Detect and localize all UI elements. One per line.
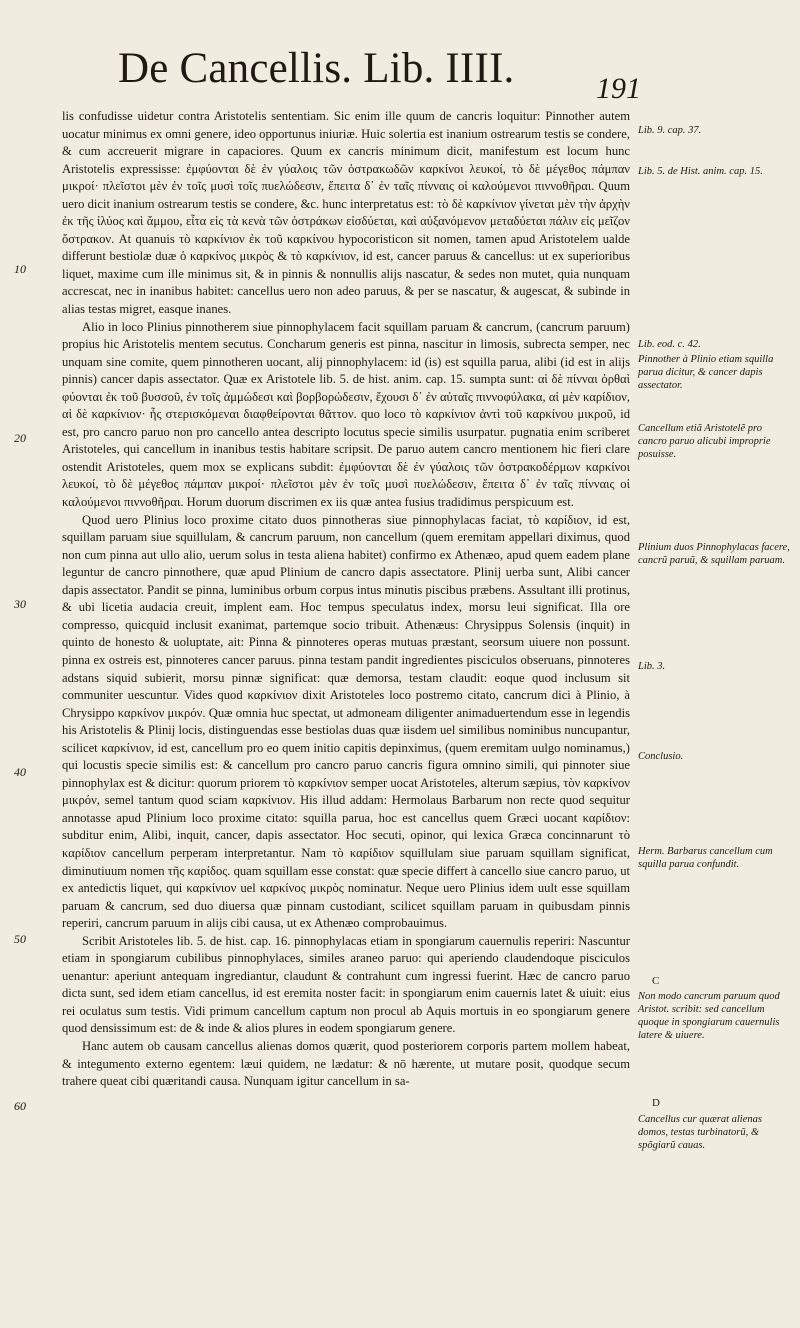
margin-note: Lib. 3. [638,661,666,672]
line-number: 20 [14,431,26,445]
margin-note: Conclusio. [638,751,684,762]
margin-note: Cancellum etiã Aristotelẽ pro cancro paruo alicubi improprie posuisse. [638,423,771,460]
paragraph: Quod uero Plinius loco proxime citato duos pinnotheras siue pinnophylacas faciat, τὸ καρίδιον, id est, squillam paruam siue squillulam, & cancrum paruum, non cancellum (quem eremitam appellari diximus, quod non cum pinna aut ullo alio, uerum solus in testa aliena habitet) confirmo ex Athenæo, apud quem eadem plane leguntur de cancro pinnothere, quæ apud Plinium de cancro dapis assectatore. Plinij uerba sunt, Alibi cancer dapis assectator. Pandit se pinna, luminibus orbum corpus intus minutis piscibus præbens. Assultant illi protinus, & ubi licetia audacia creuit, implent eam. Hoc tempus speculatus index, morsu leui significat. Illa ore compresso, quicquid inclusit exanimat, partemque socio tribuit. Athenæus: Chrysippus Solensis (inquit) in quinto de honesto & uoluptate, ait: Pinna & pinnoteres operas mutuas præstant, seorsum uiuere non possunt. pinna ex ostreis est, pinnoteres cancer paruus. pinna testam pandit ingredientes pisciculos obseruans, pinnoteres adstans siquid subierit, morsu pinnæ significat: quæ demorsa, testam claudit: eoque quod inclusum sit communiter uescuntur. Vides quod καρκίνιον dixit Aristoteles loco postremo citato, cancrum dici à Plinio, à Chrysippo καρκίνον μικρόν. Quæ omnia huc spectat, ut admoneam diligenter animaduertendum esse in legendis his Aristotelis & Plinij locis, distinguendas esse bestiolas duas quæ iisdem uel similibus nominibus nuncupantur, scilicet καρκίνιον, id est, cancellum pro eo quem initio capitis depinximus, (quem eremitam uulgo nominamus,) qui locustis specie similis est: & cancellum pro cancro paruo cancris figura omnino simili, qui pinnoter siue pinnophylax est & dicitur: quorum priorem τὸ καρκίνιον semper uocat Aristoteles, alterum sæpius, τὸν καρκίνον μικρόν, semel tantum quod sciam καρκίνιον. His illud addam: Hermolaus Barbarum non recte quod sequitur annotasse apud Plinium loco proxime citato: squilla parua, hoc est cancellus quem Græci uocant καρίδιον: subditur enim, Alibi, inquit, cancer, dapis assectator. Hoc secuti, opinor, qui lexica Græca concinnarunt τὸ καρίδιον cancellum perperam interpretantur. Nam τὸ καρίδιον squillulam siue paruam squillam significat, diminutiuum nomen τῆς καρίδος. quam squillam esse constat: quæ specie differt à cancello siue cancro paruo, ut ex antedictis liquet, qui καρκίνιον uel καρκίνος μικρὸς nominatur. Neque uero Plinius idem uult esse squillam paruam & cancrum, sed duo diuersa quæ pinnam custodiant, scilicet squillam paruam in quibusdam pinnis reperiri, cancrum paruum in alijs cibi causa, ut ex Athenæo comprobauimus. [62,512,630,931]
margin-note: Pinnother à Plinio etiam squilla parua dicitur, & cancer dapis assectator. [638,354,774,391]
margin-note: Lib. eod. c. 42. [638,339,701,350]
margin-notes [638,0,798,1328]
margin-note: Plinium duos Pinnophylacas facere, cancrũ paruũ, & squillam paruam. [638,542,790,566]
line-number: 40 [14,765,26,779]
line-number: 10 [14,262,26,276]
paragraph: Hanc autem ob causam cancellus alienas domos quærit, quod posteriorem corporis partem mollem habeat, & integumento externo egentem: læui quidem, ne lædatur: & nō hærente, ut mutare posit, quodque secum trahere queat cibi quæritandi causa. Nunquam igitur cancellum in sa- [62,1038,630,1089]
section-letter: D [652,1097,660,1109]
line-number: 60 [14,1099,26,1113]
main-text-block [62,108,630,1091]
running-title: De Cancellis. Lib. IIII. [118,45,515,92]
paragraph: Alio in loco Plinius pinnotherem siue pinnophylacem facit squillam paruam & cancrum, (cancrum paruum) propius hic Aristotelis mentem secutus. Concharum generis est pinna, nascitur in limosis, subrecta semper, nec unquam sine comite, quem pinnotheren uocant, alij pinnophylacem: id (is) est squilla parua, alibi (id est in alijs pinnis) cancer dapis assectator. Quæ ex Aristotele lib. 5. de hist. anim. cap. 15. sumpta sunt: αἱ δὲ πίνναι ὀρθαὶ φύονται ἐκ τοῦ βυσσοῦ, ἐν τοῖς ἀμμώδεσι καὶ βορβορώδεσιν, ἔχουσι δ᾽ ἐν αὐταῖς πιννοφύλακα, αἱ μὲν καρίδιον, αἱ δὲ καρκίνιον· ἧς στερισκόμεναι διαφθείρονται θᾶττον. quo loco τὸ καρκίνιον ἀντὶ τοῦ καρκίνου μικροῦ, id est, pro cancro paruo non pro cancello antea descripto locutus specie similis usurpatur. pugnatia enim scriberet Aristoteles, qui cancellum in inanibus testis habitare scripsit. De paruo autem cancro mentionem hic fieri clare ostendit Aristoteles, quem mox se explicans subdit: ἐμφύονται δὲ ἐν γύαλοις τῶν ὀστρακοδέρμων καρκίνοι λευκοί, τὸ δὲ μέγεθος πάμπαν μικροί· πλεῖστοι μὲν ἐν τοῖς μυσὶ πυελώδεσιν, ἔπειτα δ᾽ ἐν ταῖς πίνναις οἱ καλούμενοι πιννοθῆραι. Horum duorum discrimen ex iis quæ antea fusius tradidimus perspicuum est. [62,319,630,510]
line-number: 30 [14,597,26,611]
page-number: 191 [596,72,641,105]
paragraph: lis confudisse uidetur contra Aristotelis sententiam. Sic enim ille quum de cancris loquitur: Pinnother autem uocatur minimus ex omni genere, ideo opportunus iniuriæ. Huic solertia est inanium ostrearum testis se condere, & cum accreuerit migrare in capaciores. Quum ex cancris minimum dicit, manifestum est locum hunc Aristotelis expressisse: ἐμφύονται δὲ ἐν γύαλοις τῶν ὀστρακωδῶν καρκίνοι λευκοί, τὸ δὲ μέγεθος πάμπαν μικροί· πλεῖστοι μὲν ἐν τοῖς μυσὶ τοῖς πυελώδεσιν, ἔπειτα δ᾽ ἐν ταῖς πίνναις οἱ καλούμενοι πιννοθῆραι. Quum uero dicit inanium ostrearum testis se condere, &c. hunc interpretatus est: τὸ δὲ καρκίνιον γίνεται μὲν τὴν ἀρχὴν ἐκ τῆς ἰλύος καὶ ἄμμου, εἶτα εἰς τὰ κενὰ τῶν ὀστράκων εἰσδύεται, καὶ αὐξανόμενον μεταδύεται πάλιν εἰς μεῖζον ὄστρακον. At quanuis τὸ καρκίνιον ἐκ τοῦ καρκίνου hypocoristicon sit nomen, tamen apud Aristotelem ualde differunt bestiolæ duæ ὁ καρκίνος μικρὸς & τὸ καρκίνιον, id est, cancer paruus & cancellus: ut ex superioribus liquet, maxime cum ille minimus sit, & in pinnis & nonnullis alijs nascatur, & sedes non mutet, quia nunquam accrescat, nec in inanibus habitet: cancellus uero non adeo paruus, & per se nascatur, & augescat, & subinde in alias testas migret, easque inanes. [62,109,630,317]
paragraph: Scribit Aristoteles lib. 5. de hist. cap. 16. pinnophylacas etiam in spongiarum cauernulis reperiri: Nascuntur etiam in spongiarum cubilibus pinnophylaces, similes araneo paruo: qui aperiendo claudendoque pisciculos uenantur: aperiunt antequam ingrediantur, claudunt & contrahunt cum ingressi fuerint. Hæc de cancro paruo dicta sunt, sed idem etiam cancellus, id est eremita noster facit: in spongiarum enim cauernis latet & uiuit: eius rei oculatus sum testis. Vidi primum cancellum captum non procul ab Aquis mortuis in eo spongiarum genere quod densissimum est: de & inde & alios plures in eodem spongiarum genere. [62,933,630,1036]
margin-note: Herm. Barbarus cancellum cum squilla parua confundit. [638,846,773,870]
margin-note: Cancellus cur quærat alienas domos, testas turbinatorũ, & spõgiarũ cauas. [638,1114,762,1151]
margin-note: Lib. 5. de Hist. anim. cap. 15. [638,166,763,177]
margin-note: Non modo cancrum paruum quod Aristot. scribit: sed cancellum quoque in spongiarum cauernulis latere & uiuere. [638,991,780,1041]
margin-note: Lib. 9. cap. 37. [638,125,702,136]
section-letter: C [652,975,660,987]
line-number: 50 [14,932,26,946]
